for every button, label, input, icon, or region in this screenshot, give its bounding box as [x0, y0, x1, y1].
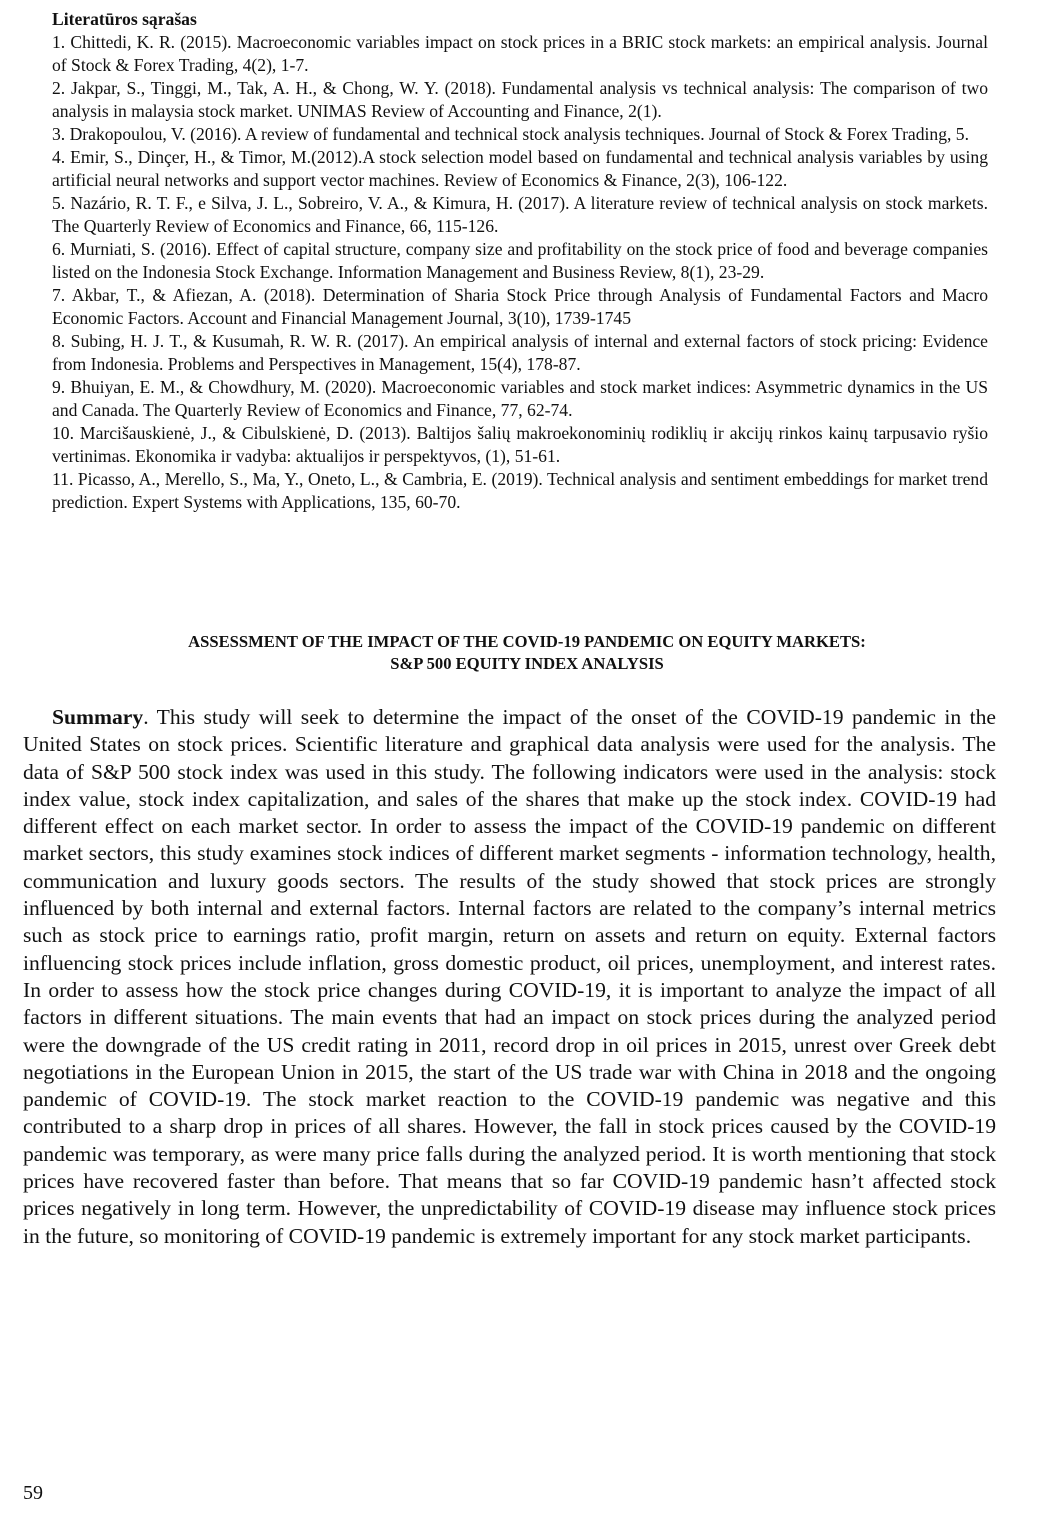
reference-item: 5. Nazário, R. T. F., e Silva, J. L., Sobreiro, V. A., & Kimura, H. (2017). A literature review of technical analysis on stock markets. The Quarterly Review of Economics and Finance, 66, 115-126. — [52, 193, 988, 236]
article-title-line-2: S&P 500 EQUITY INDEX ANALYSIS — [390, 654, 664, 673]
reference-item: 10. Marcišauskienė, J., & Cibulskienė, D. (2013). Baltijos šalių makroekonominių rodiklių ir akcijų rinkos kainų tarpusavio ryšio vertinimas. Ekonomika ir vadyba: aktualijos ir perspektyvos, (1), 51-61. — [52, 423, 988, 466]
reference-item: 6. Murniati, S. (2016). Effect of capital structure, company size and profitability on the stock price of food and beverage companies listed on the Indonesia Stock Exchange. Information Management and Business Review, 8(1), 23-29. — [52, 239, 988, 282]
summary-label: Summary — [52, 705, 144, 729]
reference-item: 2. Jakpar, S., Tinggi, M., Tak, A. H., & Chong, W. Y. (2018). Fundamental analysis vs technical analysis: The comparison of two analysis in malaysia stock market. UNIMAS Review of Accounting and Finance, 2(1). — [52, 78, 988, 121]
reference-item: 8. Subing, H. J. T., & Kusumah, R. W. R. (2017). An empirical analysis of internal and external factors of stock pricing: Evidence from Indonesia. Problems and Perspectives in Management, 15(4), 178-87. — [52, 331, 988, 374]
summary-paragraph — [23, 704, 996, 1250]
reference-item: 1. Chittedi, K. R. (2015). Macroeconomic variables impact on stock prices in a BRIC stock markets: an empirical analysis. Journal of Stock & Forex Trading, 4(2), 1-7. — [52, 32, 988, 75]
reference-item: 9. Bhuiyan, E. M., & Chowdhury, M. (2020). Macroeconomic variables and stock market indices: Asymmetric dynamics in the US and Canada. The Quarterly Review of Economics and Finance, 77, 62-74. — [52, 377, 988, 420]
page-number: 59 — [23, 1482, 43, 1504]
article-title — [60, 631, 994, 675]
references-section — [52, 8, 988, 514]
article-title-line-1: ASSESSMENT OF THE IMPACT OF THE COVID-19 PANDEMIC ON EQUITY MARKETS: — [188, 632, 866, 651]
references-heading: Literatūros sąrašas — [52, 9, 197, 29]
reference-item: 11. Picasso, A., Merello, S., Ma, Y., Oneto, L., & Cambria, E. (2019). Technical analysis and sentiment embeddings for market trend prediction. Expert Systems with Applications, 135, 60-70. — [52, 469, 988, 512]
summary-text: . This study will seek to determine the impact of the onset of the COVID-19 pandemic in the United States on stock prices. Scientific literature and graphical data analysis were used for the analysis. The data of S&P 500 stock index was used in this study. The following indicators were used in the analysis: stock index value, stock index capitalization, and sales of the shares that make up the stock index. COVID-19 had different effect on each market sector. In order to assess the impact of the COVID-19 pandemic on different market sectors, this study examines stock indices of different market segments - information technology, health, communication and luxury goods sectors. The results of the study showed that stock prices are strongly influenced by both internal and external factors. Internal factors are related to the company’s internal metrics such as stock price to earnings ratio, profit margin, return on assets and return on equity. External factors influencing stock prices include inflation, gross domestic product, oil prices, unemployment, and interest rates. In order to assess how the stock price changes during COVID-19, it is important to analyze the impact of all factors in different situations. The main events that had an impact on stock prices during the analyzed period were the downgrade of the US credit rating in 2011, record drop in oil prices in 2015, unrest over Greek debt negotiations in the European Union in 2015, the start of the US trade war with China in 2018 and the ongoing pandemic of COVID-19. The stock market reaction to the COVID-19 pandemic was negative and this contributed to a sharp drop in prices of all shares. However, the fall in stock prices caused by the COVID-19 pandemic was temporary, as were many price falls during the analyzed period. It is worth mentioning that stock prices have recovered faster than before. That means that so far COVID-19 pandemic hasn’t affected stock prices negatively in long term. However, the unpredictability of COVID-19 disease may influence stock prices in the future, so monitoring of COVID-19 pandemic is extremely important for any stock market participants. — [23, 705, 996, 1248]
reference-item: 4. Emir, S., Dinçer, H., & Timor, M.(2012).A stock selection model based on fundamental and technical analysis variables by using artificial neural networks and support vector machines. Review of Economics & Finance, 2(3), 106-122. — [52, 147, 988, 190]
reference-item: 3. Drakopoulou, V. (2016). A review of fundamental and technical stock analysis techniques. Journal of Stock & Forex Trading, 5. — [52, 124, 970, 144]
reference-item: 7. Akbar, T., & Afiezan, A. (2018). Determination of Sharia Stock Price through Analysis of Fundamental Factors and Macro Economic Factors. Account and Financial Management Journal, 3(10), 1739-1745 — [52, 285, 988, 328]
